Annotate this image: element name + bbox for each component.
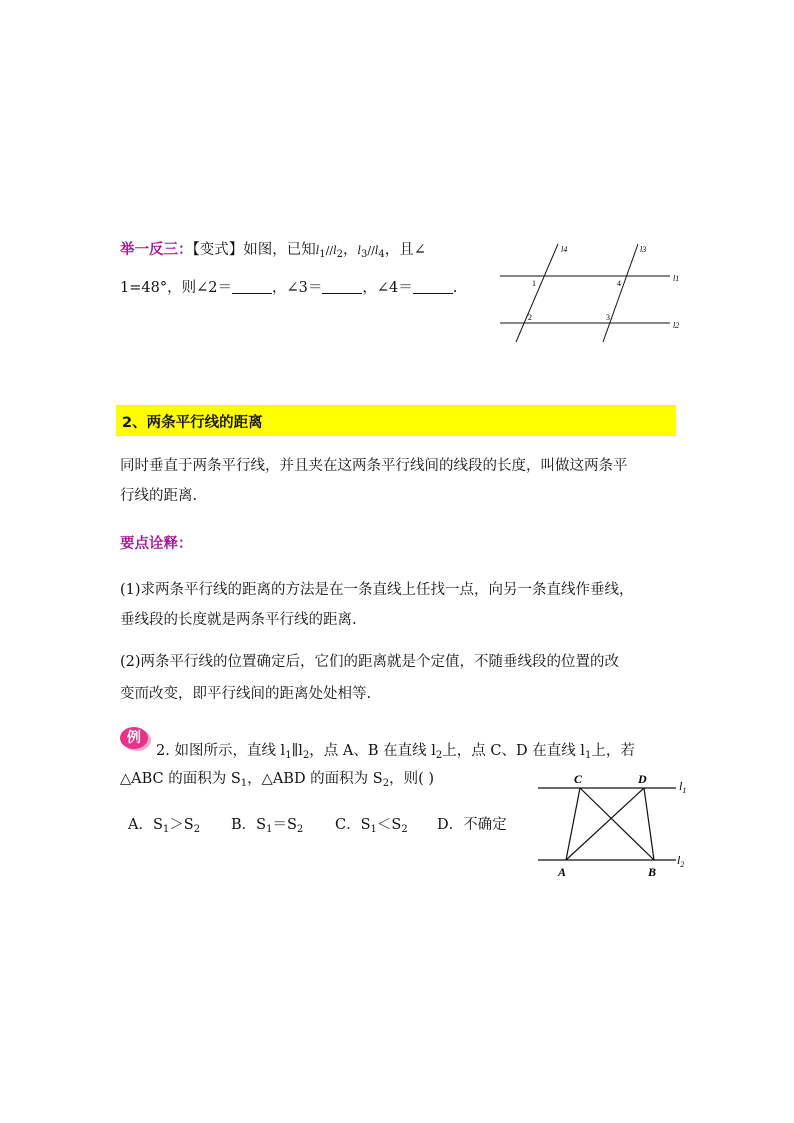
line-l3 (603, 244, 638, 342)
var-line2-start: 1=48°，则∠2＝ (120, 280, 232, 296)
opt-c-2: ＜S (376, 817, 402, 833)
label-l4: l4 (561, 245, 568, 254)
var-comma: ， (342, 242, 358, 258)
fig2-label-l1 (679, 779, 686, 795)
q2c: ，则( ) (389, 771, 435, 787)
example-question-line-1 (156, 741, 635, 766)
variant-tag: 【变式】 (192, 242, 244, 258)
q2b: ，△ABD 的面积为 S (247, 771, 383, 787)
keypoint-1-line-2: 垂线段的长度就是两条平行线的距离. (120, 612, 357, 628)
opt-a-sub2: 2 (193, 824, 201, 835)
q-sub-3: 2 (435, 750, 443, 761)
q1d: 上，点 C、D 在直线 l (442, 743, 585, 759)
q2a: △ABC 的面积为 S (120, 771, 241, 787)
point-D: D (638, 772, 647, 786)
variant-line-1 (120, 240, 426, 265)
var-s1: 1 (319, 249, 326, 260)
option-b[interactable] (231, 815, 303, 840)
var-par2: // (367, 244, 375, 257)
fig2-l2-sub: 2 (680, 860, 685, 869)
opt-c-1: C．S (335, 817, 371, 833)
q1c: ，点 A、B 在直线 l (309, 743, 436, 759)
fig2-l1-main: l (679, 779, 683, 793)
opt-b-sub1: 1 (266, 824, 273, 835)
variant-text: 如图，已知 (243, 242, 316, 258)
var-sep1: ，∠3＝ (271, 280, 323, 296)
var-sep2: ，∠4＝ (362, 280, 413, 296)
label-l3: l3 (640, 245, 647, 254)
answer-blank-3[interactable] (322, 279, 362, 294)
angle-4: 4 (617, 279, 621, 288)
definition-line-2: 行线的距离. (120, 488, 198, 504)
q1a: 2. 如图所示，直线 l (156, 743, 286, 759)
var-l1: l (315, 244, 320, 257)
q-sub-6: 2 (382, 778, 390, 789)
opt-b-1: B．S (231, 817, 267, 833)
label-l1: l1 (673, 274, 680, 283)
q-sub-1: 1 (285, 750, 292, 761)
var-line1-end: ，且∠ (384, 242, 426, 258)
q-sub-4: 1 (584, 750, 592, 761)
section-heading: 2、两条平行线的距离 (122, 415, 263, 431)
q1e: 上，若 (591, 743, 635, 759)
var-end: . (452, 280, 458, 296)
figure-triangles (530, 768, 694, 880)
keypoint-2-line-2: 变而改变，即平行线间的距离处处相等. (120, 686, 372, 702)
point-A: A (558, 865, 567, 879)
opt-c-sub1: 1 (370, 824, 377, 835)
option-d[interactable]: D．不确定 (437, 817, 507, 833)
q-sub-2: 2 (302, 750, 310, 761)
figure-parallel-lines (490, 238, 690, 348)
label-l2: l2 (673, 321, 680, 330)
opt-a-1: A．S (128, 817, 163, 833)
option-a[interactable] (128, 815, 200, 840)
keypoints-label: 要点诠释： (120, 535, 193, 552)
var-s2: 2 (336, 249, 343, 260)
q-sub-5: 1 (240, 778, 248, 789)
fig2-l2-main: l (677, 853, 681, 867)
angle-2: 2 (528, 313, 532, 322)
var-l4: l (374, 244, 379, 257)
segment-BD (644, 788, 654, 860)
opt-a-2: ＞S (169, 817, 194, 833)
var-l2: l (333, 244, 337, 257)
segment-BC (580, 788, 654, 860)
line-l4 (516, 244, 558, 342)
opt-b-sub2: 2 (296, 824, 304, 835)
answer-blank-4[interactable] (413, 279, 453, 294)
variant-label: 举一反三： (120, 241, 193, 258)
var-l3: l (357, 244, 362, 257)
example-badge: 例 (120, 727, 148, 749)
answer-blank-2[interactable] (232, 279, 272, 294)
opt-c-sub2: 2 (401, 824, 408, 835)
point-C: C (574, 772, 583, 786)
var-par1: // (325, 244, 334, 257)
q1b: ∥l (291, 743, 303, 759)
option-c[interactable] (335, 815, 408, 840)
keypoint-1-line-1: (1)求两条平行线的距离的方法是在一条直线上任找一点，向另一条直线作垂线， (120, 582, 634, 598)
keypoint-2-line-1: (2)两条平行线的位置确定后，它们的距离就是个定值，不随垂线段的位置的改 (120, 654, 620, 670)
angle-1: 1 (532, 279, 536, 288)
point-B: B (648, 865, 657, 879)
fig2-label-l2 (677, 853, 684, 869)
example-question-line-2 (120, 769, 434, 794)
var-s3: 3 (361, 249, 368, 260)
opt-b-2: ＝S (272, 817, 297, 833)
angle-3: 3 (606, 313, 610, 322)
fig2-l1-sub: 1 (682, 786, 687, 795)
opt-a-sub1: 1 (162, 824, 170, 835)
definition-line-1: 同时垂直于两条平行线，并且夹在这两条平行线间的线段的长度，叫做这两条平 (120, 458, 628, 474)
variant-line-2 (120, 278, 457, 298)
var-s4: 4 (378, 249, 385, 260)
